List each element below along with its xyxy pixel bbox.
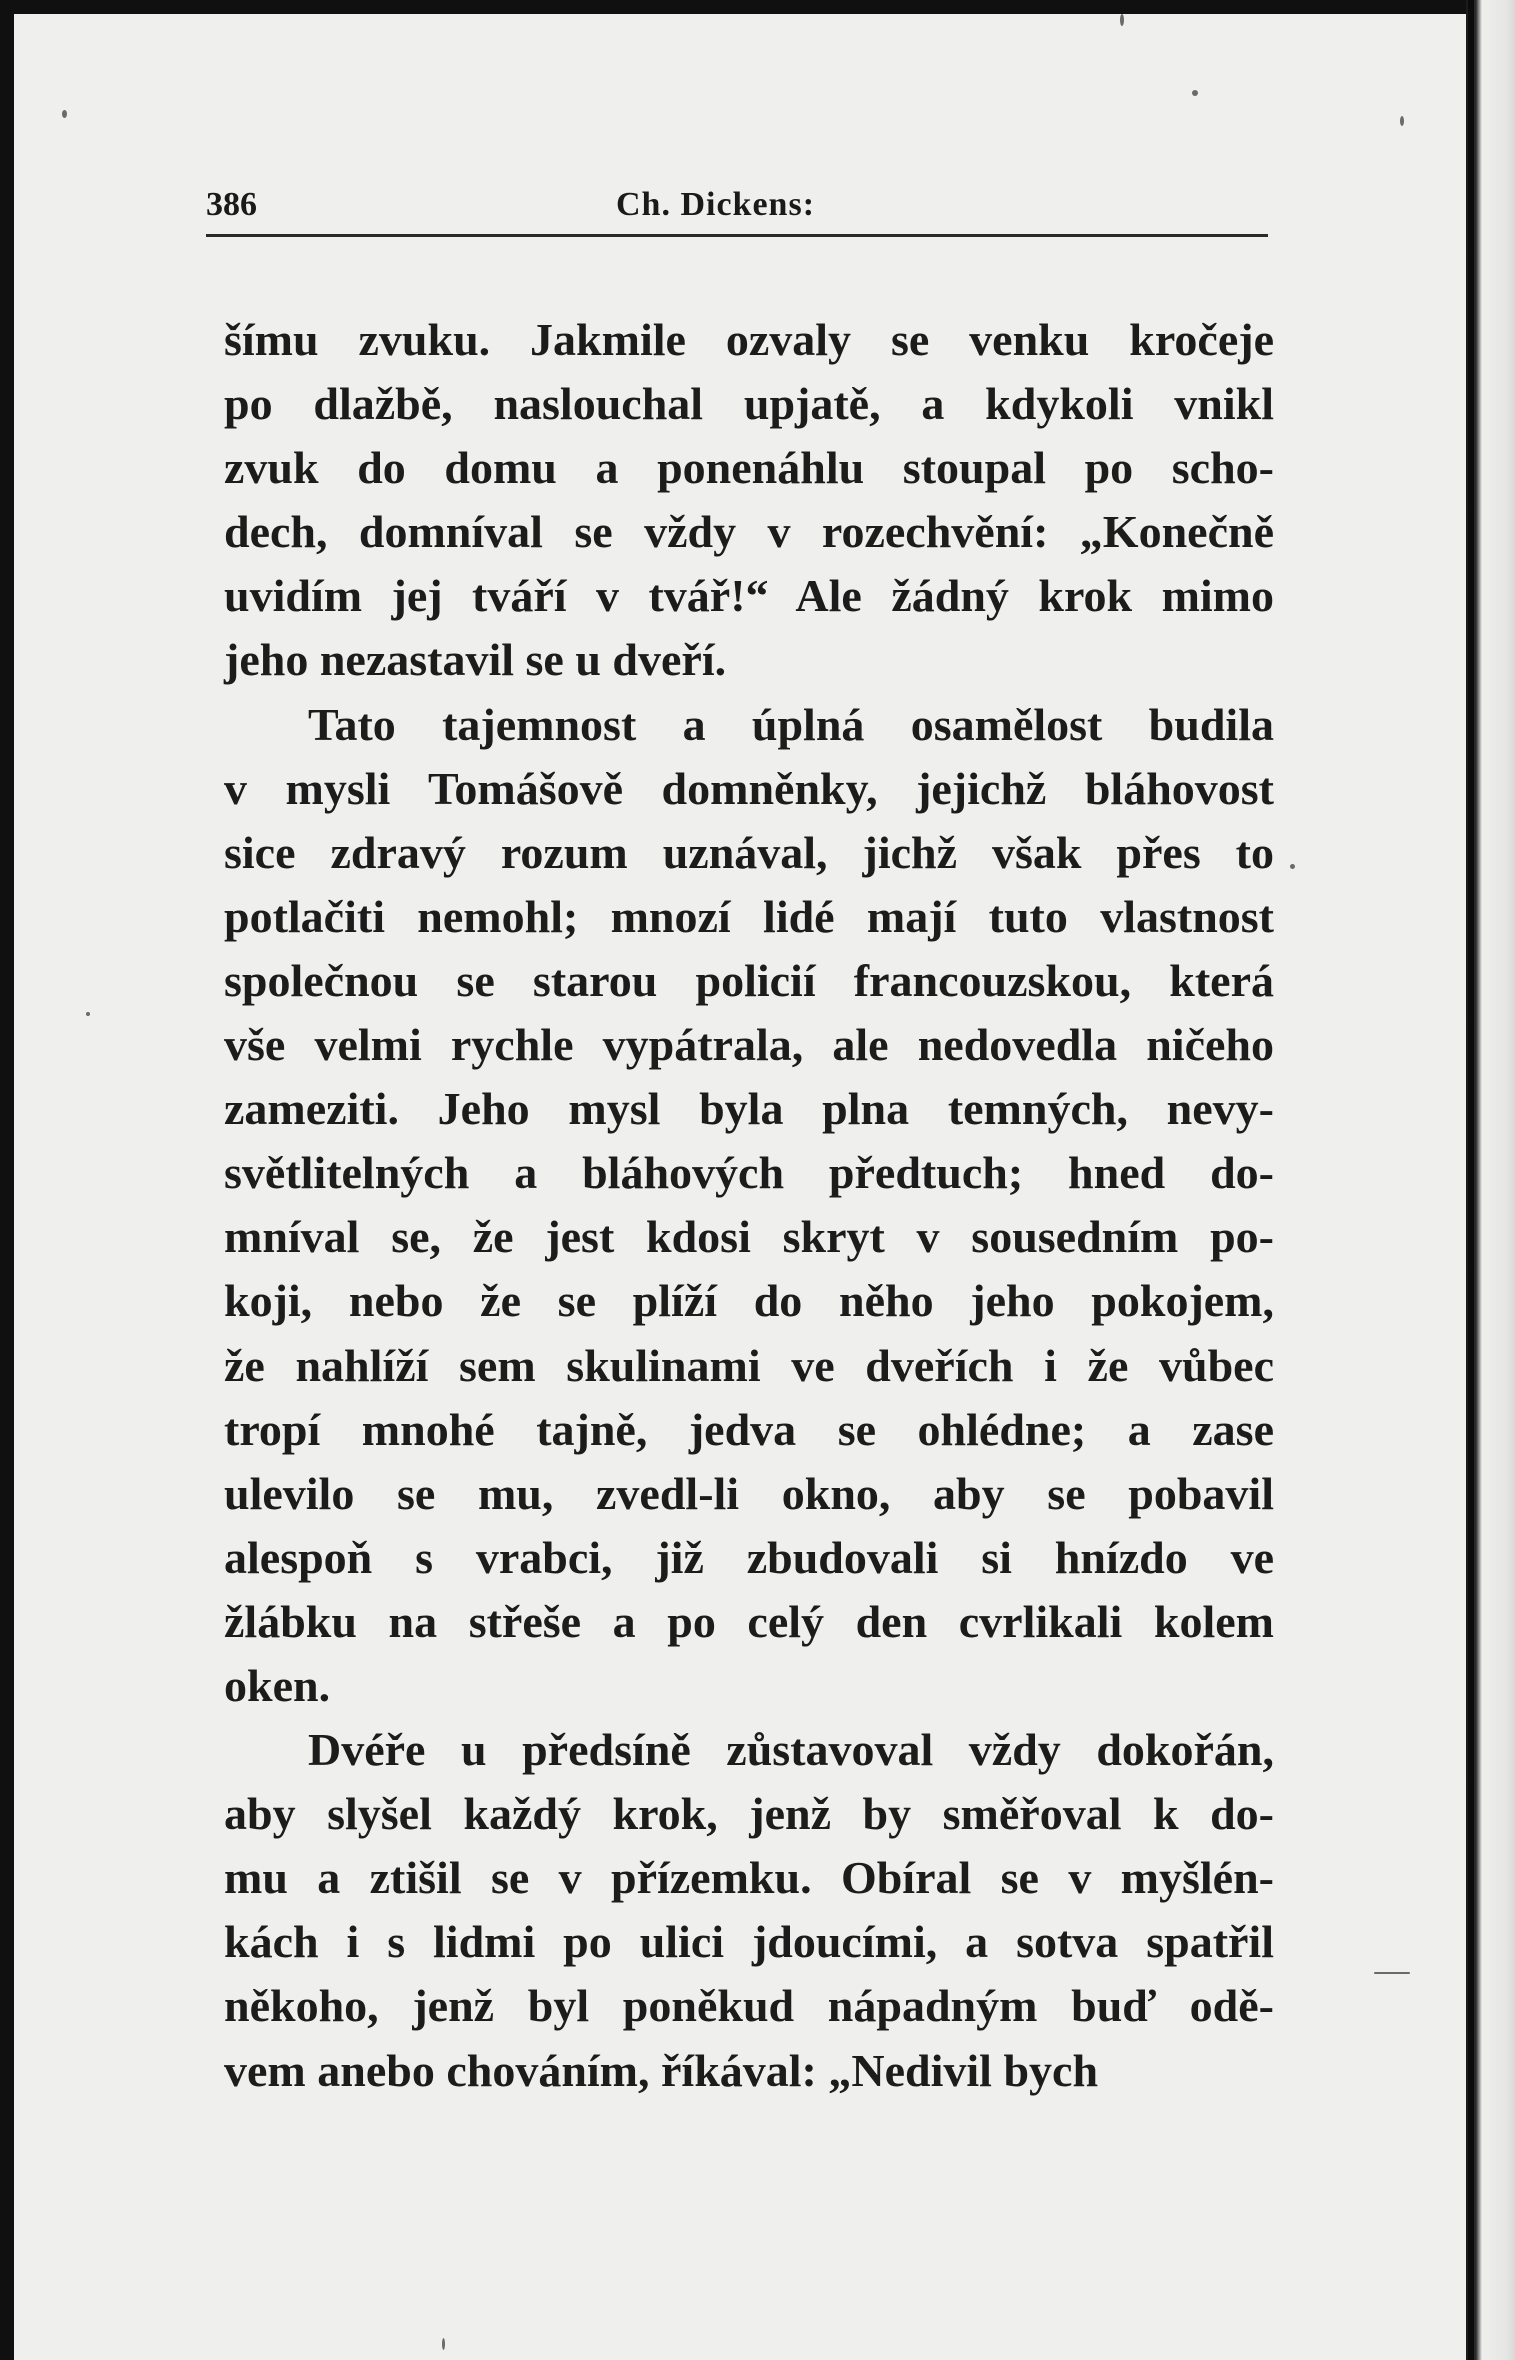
text-line: Tato tajemnost a úplná osamělost budila [308, 698, 1274, 750]
binding-shadow [1468, 0, 1474, 2360]
paragraph [224, 693, 1274, 1719]
text-line: mu a ztišil se v přízemku. Obíral se v myšlén- [224, 1852, 1274, 1904]
paper-speck [1400, 116, 1404, 126]
text-line: světlitelných a bláhových předtuch; hned do- [224, 1147, 1274, 1199]
text-line: jeho nezastavil se u dveří. [224, 634, 727, 686]
body-text [224, 308, 1274, 2103]
text-line: po dlažbě, naslouchal upjatě, a kdykoli vnikl [224, 378, 1274, 430]
text-line: Dvéře u předsíně zůstavoval vždy dokořán, [308, 1724, 1274, 1776]
text-line: šímu zvuku. Jakmile ozvaly se venku kročeje [224, 314, 1274, 365]
text-line: sice zdravý rozum uznával, jichž však přes to [224, 826, 1274, 878]
text-line: žlábku na střeše a po celý den cvrlikali kolem [224, 1595, 1274, 1647]
page-number: 386 [206, 186, 257, 223]
paper-speck [1120, 14, 1124, 26]
text-line: že nahlíží sem skulinami ve dveřích i že vůbec [224, 1339, 1274, 1391]
text-line: dech, domníval se vždy v rozechvění: „Konečně [224, 506, 1274, 558]
paper-speck [86, 1012, 90, 1016]
text-line: zameziti. Jeho mysl byla plna temných, nevy- [224, 1083, 1274, 1135]
text-line: oken. [224, 1659, 331, 1711]
text-line: mníval se, že jest kdosi skryt v sousedním po- [224, 1211, 1274, 1263]
text-line: uvidím jej tváří v tvář!“ Ale žádný krok mimo [224, 570, 1274, 622]
text-line: potlačiti nemohl; mnozí lidé mají tuto vlastnost [224, 890, 1274, 942]
text-line: zvuk do domu a ponenáhlu stoupal po scho- [224, 442, 1274, 494]
paper-speck [1192, 90, 1198, 96]
text-line: ulevilo se mu, zvedl-li okno, aby se pobavil [224, 1467, 1274, 1519]
paper-speck [442, 2338, 445, 2350]
text-line: někoho, jenž byl poněkud nápadným buď odě- [224, 1980, 1274, 2032]
paper-speck [62, 110, 67, 118]
paragraph [224, 1718, 1274, 2103]
text-line: v mysli Tomášově domněnky, jejichž bláhovost [224, 762, 1274, 814]
text-line: tropí mnohé tajně, jedva se ohlédne; a zase [224, 1403, 1274, 1455]
text-line: kách i s lidmi po ulici jdoucími, a sotva spatřil [224, 1916, 1274, 1968]
text-line: alespoň s vrabci, již zbudovali si hnízdo ve [224, 1531, 1274, 1583]
running-title: Ch. Dickens: [616, 186, 816, 223]
text-line: společnou se starou policií francouzskou, která [224, 954, 1274, 1006]
paper-speck [1374, 1972, 1410, 1974]
text-line: koji, nebo že se plíží do něho jeho pokojem, [224, 1275, 1274, 1327]
page-binding-edge [1466, 0, 1515, 2360]
header-rule [206, 234, 1268, 237]
paragraph [224, 308, 1274, 693]
text-line: vše velmi rychle vypátrala, ale nedovedla ničeho [224, 1019, 1274, 1071]
page-header [206, 180, 1268, 236]
paper-speck [1290, 864, 1295, 869]
text-line: vem anebo chováním, říkával: „Nedivil bych [224, 2044, 1099, 2096]
text-line: aby slyšel každý krok, jenž by směřoval k do- [224, 1788, 1274, 1840]
